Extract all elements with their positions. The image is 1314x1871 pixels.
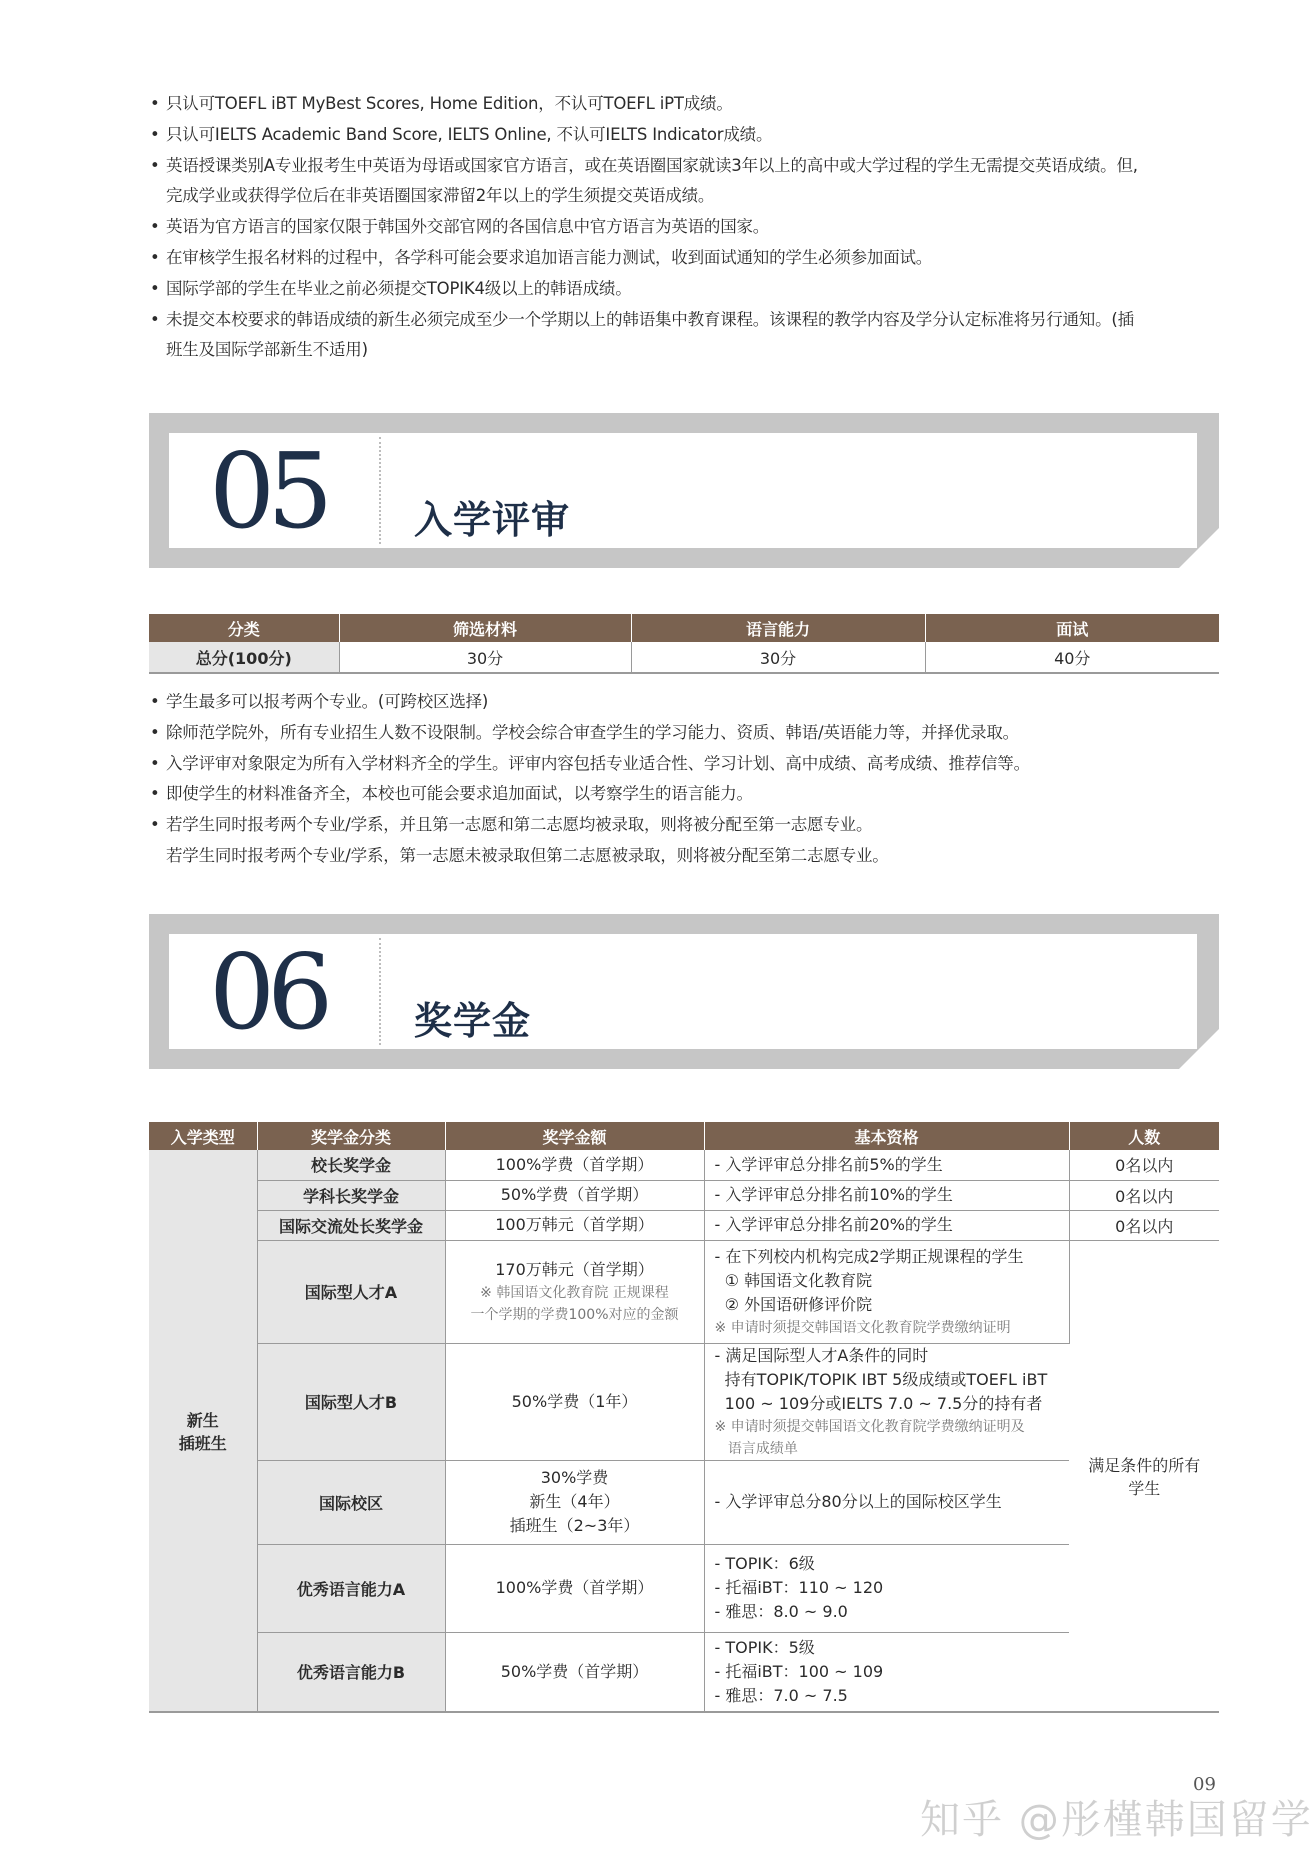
recipient-count: 0名以内 (1069, 1180, 1219, 1210)
column-header: 筛选材料 (339, 614, 631, 642)
scholarship-category: 国际交流处长奖学金 (257, 1210, 445, 1240)
column-header: 分类 (149, 614, 339, 642)
column-header: 人数 (1069, 1122, 1219, 1150)
watermark: 知乎 @彤槿韩国留学 (920, 1797, 1313, 1843)
column-header: 语言能力 (631, 614, 925, 642)
corner-cut (1179, 528, 1219, 568)
table-row (149, 642, 1219, 673)
section-header-admission-review (149, 413, 1219, 568)
note-item: • 若学生同时报考两个专业/学系，并且第一志愿和第二志愿均被录取，则将被分配至第一志愿专业。 (150, 810, 1210, 841)
text-line: - 托福iBT：100 ~ 109 (714, 1661, 884, 1681)
scholarship-table-body (149, 1150, 1219, 1712)
text-line: - 入学评审总分排名前10%的学生 (714, 1185, 953, 1204)
text-line: 持有TOPIK/TOPIK IBT 5级成绩或TOEFL iBT (714, 1369, 1048, 1389)
scholarship-category: 优秀语言能力A (257, 1544, 445, 1632)
table-row (149, 1343, 1219, 1460)
notes-list-top (150, 89, 1210, 366)
eligibility (704, 1150, 1069, 1180)
admission-type-cell (149, 1150, 257, 1712)
text-line: - 托福iBT：110 ~ 120 (714, 1578, 884, 1597)
text-line: - TOPIK：6级 (714, 1554, 815, 1573)
section-number: 05 (209, 430, 326, 552)
note-line: ※ 韩国语文化教育院 正规课程 (480, 1284, 669, 1301)
section-header-panel (169, 931, 1197, 1053)
section-header-scholarship (149, 914, 1219, 1069)
column-header: 入学类型 (149, 1122, 257, 1150)
notes-list-admission (150, 687, 1210, 872)
text-line: - 在下列校内机构完成2学期正规课程的学生 (714, 1246, 1024, 1266)
scholarship-category: 国际型人才B (257, 1343, 445, 1460)
table-cell: 30分 (339, 642, 631, 673)
eligibility (704, 1343, 1069, 1460)
scholarship-amount (445, 1460, 704, 1544)
text-line: 170万韩元（首学期） (495, 1259, 654, 1279)
text-line: 30%学费 (540, 1468, 609, 1487)
scholarship-amount (445, 1632, 704, 1712)
text-line: 学生 (1128, 1478, 1161, 1498)
note-item: • 未提交本校要求的韩语成绩的新生必须完成至少一个学期以上的韩语集中教育课程。该课程的教学内容及学分认定标准将另行通知。(插 (150, 305, 1210, 336)
eligibility (704, 1632, 1069, 1712)
text-line: 插班生（2~3年） (509, 1516, 640, 1535)
note-item: • 学生最多可以报考两个专业。(可跨校区选择) (150, 687, 1210, 718)
eligibility (704, 1210, 1069, 1240)
text-line: 100 ~ 109分或IELTS 7.0 ~ 7.5分的持有者 (714, 1393, 1043, 1413)
note-item-continued: 若学生同时报考两个专业/学系，第一志愿未被录取但第二志愿被录取，则将被分配至第二志愿专业。 (166, 845, 889, 865)
section-number: 06 (209, 931, 326, 1053)
text-line: 100%学费（首学期） (495, 1154, 654, 1174)
note-item: • 入学评审对象限定为所有入学材料齐全的学生。评审内容包括专业适合性、学习计划、高中成绩、高考成绩、推荐信等。 (150, 749, 1210, 780)
table-row (149, 1210, 1219, 1240)
note-line: ※ 申请时须提交韩国语文化教育院学费缴纳证明 (714, 1319, 1011, 1336)
note-line: 一个学期的学费100%对应的金额 (470, 1306, 679, 1323)
table-header-row (149, 614, 1219, 642)
table-row (149, 1240, 1219, 1343)
eligibility (704, 1240, 1069, 1343)
table-row (149, 1632, 1219, 1712)
text-line: 50%学费（首学期） (500, 1185, 649, 1204)
text-line: ① 韩国语文化教育院 (714, 1270, 873, 1290)
text-line: 100万韩元（首学期） (495, 1215, 654, 1234)
note-item-continued: 完成学业或获得学位后在非英语圈国家滞留2年以上的学生须提交英语成绩。 (166, 186, 715, 206)
scholarship-category: 学科长奖学金 (257, 1180, 445, 1210)
scholarship-amount (445, 1343, 704, 1460)
scholarship-amount (445, 1180, 704, 1210)
note-item: • 英语授课类别A专业报考生中英语为母语或国家官方语言，或在英语圈国家就读3年以上的高中或大学过程的学生无需提交英语成绩。但, (150, 151, 1210, 182)
row-header: 总分(100分) (149, 642, 339, 673)
note-line: 语言成绩单 (714, 1440, 798, 1457)
text-line: 50%学费（首学期） (500, 1661, 649, 1681)
note-item-continued: 班生及国际学部新生不适用) (166, 340, 368, 360)
page-number: 09 (1193, 1774, 1216, 1795)
column-header: 面试 (925, 614, 1219, 642)
text-line: 满足条件的所有 (1088, 1455, 1201, 1475)
section-title: 入学评审 (414, 498, 571, 542)
recipient-count: 0名以内 (1069, 1210, 1219, 1240)
table-row (149, 1150, 1219, 1180)
scholarship-table (149, 1122, 1219, 1713)
note-item: • 即使学生的材料准备齐全，本校也可能会要求追加面试，以考察学生的语言能力。 (150, 779, 1210, 810)
column-header: 奖学金额 (445, 1122, 704, 1150)
text-line: 100%学费（首学期） (495, 1578, 654, 1597)
text-line: - 雅思：8.0 ~ 9.0 (714, 1602, 848, 1621)
section-title: 奖学金 (414, 999, 532, 1043)
text-line: ② 外国语研修评价院 (714, 1294, 873, 1314)
eligibility (704, 1460, 1069, 1544)
table-row (149, 1544, 1219, 1632)
scholarship-category: 优秀语言能力B (257, 1632, 445, 1712)
text-line: - 入学评审总分排名前5%的学生 (714, 1154, 943, 1174)
text-line: - TOPIK：5级 (714, 1637, 815, 1657)
scholarship-category: 校长奖学金 (257, 1150, 445, 1180)
note-item: • 只认可TOEFL iBT MyBest Scores, Home Edition，不认可TOEFL iPT成绩。 (150, 89, 1210, 120)
eligibility (704, 1180, 1069, 1210)
text-line: 50%学费（1年） (511, 1391, 638, 1411)
section-header-panel (169, 430, 1197, 552)
scholarship-amount (445, 1544, 704, 1632)
recipient-count: 0名以内 (1069, 1150, 1219, 1180)
score-table (149, 614, 1219, 674)
note-item: • 国际学部的学生在毕业之前必须提交TOPIK4级以上的韩语成绩。 (150, 274, 1210, 305)
divider (379, 437, 381, 544)
eligibility (704, 1544, 1069, 1632)
scholarship-amount (445, 1240, 704, 1343)
scholarship-amount (445, 1150, 704, 1180)
note-line: ※ 申请时须提交韩国语文化教育院学费缴纳证明及 (714, 1418, 1025, 1435)
note-item: • 只认可IELTS Academic Band Score, IELTS Online, 不认可IELTS Indicator成绩。 (150, 120, 1210, 151)
column-header: 奖学金分类 (257, 1122, 445, 1150)
table-header-row (149, 1122, 1219, 1150)
table-row (149, 1180, 1219, 1210)
text-line: - 满足国际型人才A条件的同时 (714, 1345, 929, 1365)
note-item: • 在审核学生报名材料的过程中，各学科可能会要求追加语言能力测试，收到面试通知的学生必须参加面试。 (150, 243, 1210, 274)
column-header: 基本资格 (704, 1122, 1069, 1150)
text-line: 新生（4年） (529, 1492, 620, 1511)
scholarship-category: 国际型人才A (257, 1240, 445, 1343)
note-item: • 英语为官方语言的国家仅限于韩国外交部官网的各国信息中官方语言为英语的国家。 (150, 212, 1210, 243)
divider (379, 938, 381, 1045)
table-row (149, 1460, 1219, 1544)
text-line: 新生 (186, 1410, 219, 1430)
recipient-count-all (1069, 1240, 1219, 1712)
text-line: 插班生 (178, 1433, 227, 1453)
text-line: - 入学评审总分80分以上的国际校区学生 (714, 1492, 1002, 1511)
scholarship-category: 国际校区 (257, 1460, 445, 1544)
table-cell: 40分 (1054, 648, 1091, 668)
scholarship-amount (445, 1210, 704, 1240)
table-cell: 30分 (631, 642, 925, 673)
text-line: - 雅思：7.0 ~ 7.5 (714, 1685, 848, 1705)
text-line: - 入学评审总分排名前20%的学生 (714, 1215, 953, 1234)
corner-cut (1179, 1029, 1219, 1069)
note-item: • 除师范学院外，所有专业招生人数不设限制。学校会综合审查学生的学习能力、资质、韩语/英语能力等，并择优录取。 (150, 718, 1210, 749)
